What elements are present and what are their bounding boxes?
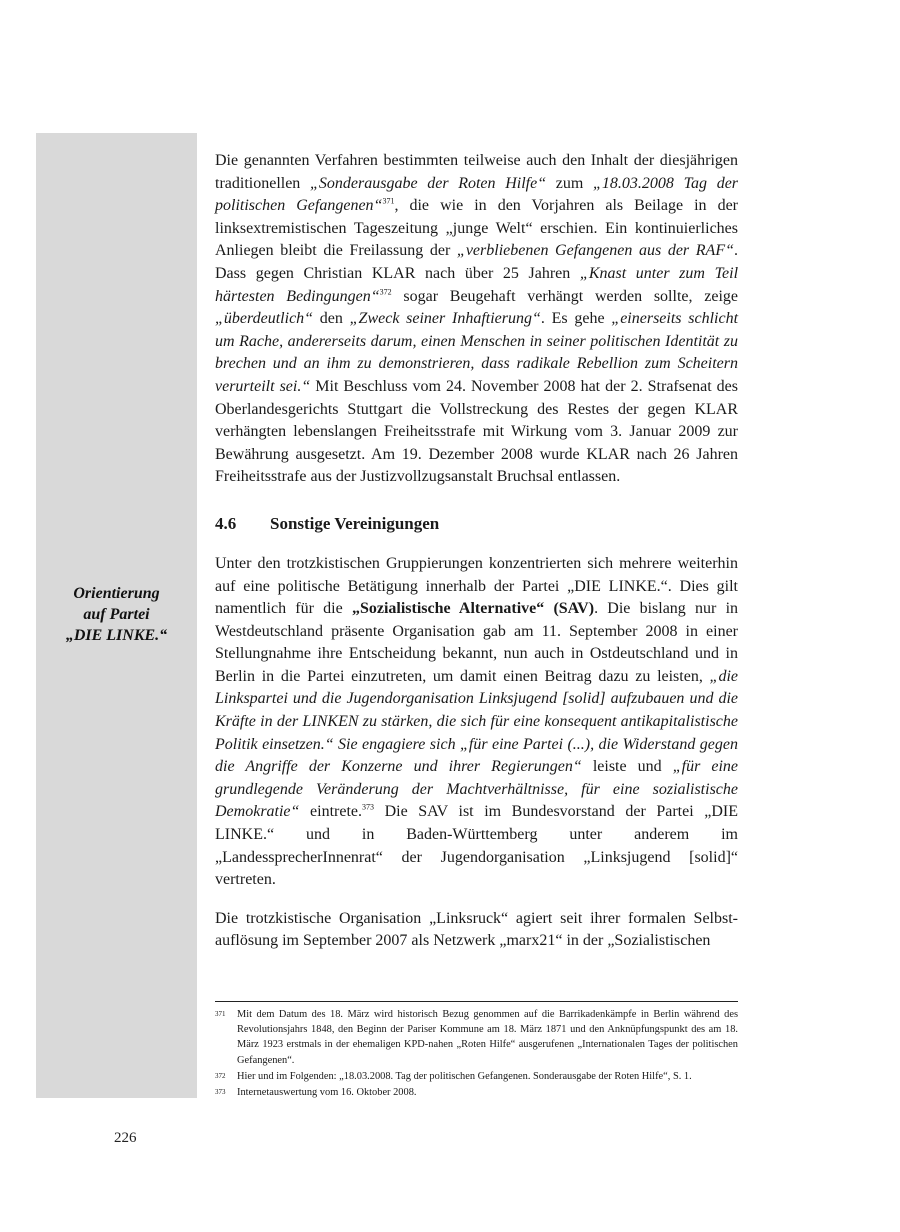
footnote-ref: 373	[362, 803, 374, 813]
margin-note	[36, 583, 197, 646]
text-run: . Dass gegen Christian KLAR nach über 25 Jahren	[215, 242, 738, 282]
section-number: 4.6	[215, 513, 237, 533]
text-run: leiste und	[581, 758, 673, 776]
footnote-number: 371	[215, 1010, 226, 1018]
text-run: Mit Beschluss vom 24. November 2008 hat der 2. Strafsenat des Oberlandesgerichts Stuttgart die Vollstreckung des Restes der gegen KLAR verhängten lebenslangen Freiheitsstrafe mit Wirkung vom 3. Januar 2009 zur Bewährung ausgesetzt. Am 19. Dezember 2008 wurde KLAR nach 26 Jahren Freiheitsstrafe aus der Justizvollzugsanstalt Bruchsal entlassen.	[215, 377, 738, 486]
footnote-item	[215, 1007, 738, 1068]
text-run: eintrete.	[299, 803, 362, 821]
margin-note-line: Orientierung	[73, 585, 160, 602]
margin-note-line: „DIE LINKE.“	[65, 627, 168, 644]
text-run: zum	[546, 174, 594, 192]
bold-term: „Sozialistische Alternative“ (SAV)	[351, 600, 595, 618]
italic-quote: „Zweck seiner Inhaftierung“	[349, 310, 541, 328]
text-run: den	[313, 310, 350, 328]
italic-quote: „überdeutlich“	[215, 310, 314, 328]
footnote-text: Mit dem Datum des 18. März wird historisch Bezug genommen auf die Barrikadenkämpfe in Berlin während des Revolutionsjahrs 1848, den Beginn der Pariser Kommune am 18. März 1871 und den Anknüpfungspunkt des am 18. März 1923 erstmals in der ehemaligen KPD-nahen „Roten Hilfe“ ausgerufenen „Internationalen Tages der politischen Gefangenen“.	[237, 1009, 738, 1066]
text-run: Unter den trotzkistischen Gruppierungen konzentrierten sich mehrere weiterhin auf eine politische Betätigung innerhalb der Partei „DIE LINKE.“. Dies gilt namentlich für die	[215, 554, 738, 618]
text-run: sogar Beugehaft verhängt werden sollte, zeige	[391, 287, 738, 305]
footnote-number: 372	[215, 1071, 226, 1080]
section-heading	[215, 513, 738, 535]
paragraph-sav	[215, 553, 738, 892]
footnote-ref: 372	[379, 287, 392, 297]
margin-note-line: auf Partei	[83, 606, 150, 623]
text-run: Die genannten Verfahren bestimmten teilweise auch den Inhalt der diesjährigen traditionellen	[215, 152, 738, 192]
italic-quote: „einerseits schlicht um Rache, andererseits darum, einen Menschen in seiner politischen Identität zu brechen und an ihm zu demonstrieren, dass radikale Rebellion zum Scheitern verurteilt sei.“	[215, 310, 739, 395]
footnote-item	[215, 1069, 738, 1084]
footnote-ref: 371	[382, 196, 395, 206]
text-run: Die trotzkistische Organisation „Linksruck“ agiert seit ihrer formalen Selbstauflösung im September 2007 als Netzwerk „marx21“ in der „Sozialistischen	[215, 909, 738, 950]
italic-quote: „die Linkspartei und die Jugendorganisation Linksjugend [solid] aufzubauen und die Kräfte in der LINKEN zu stärken, die sich für eine konsequent antikapitalistische Politik einsetzen.“ Sie engagiere sich „für eine Partei (...), die Widerstand gegen die Angriffe der Konzerne und ihrer Regierungen“	[215, 667, 738, 776]
page-number: 226	[114, 1130, 137, 1146]
text-run: , die wie in den Vorjahren als Beilage in der linksextremistischen Tageszeitung „junge Welt“ erschien. Ein kontinuierliches Anliegen bleibt die Freilassung der	[215, 197, 738, 260]
footnote-number: 373	[215, 1088, 226, 1097]
paragraph-linksruck	[215, 908, 738, 953]
italic-quote: „verbliebenen Gefangenen aus der RAF“	[456, 242, 734, 260]
italic-quote: „für eine grundlegende Veränderung der Machtverhältnisse, für eine sozialistische Demokratie“	[215, 758, 739, 821]
italic-quote: „18.03.2008 Tag der politischen Gefangenen“	[215, 174, 739, 215]
section-title: Sonstige Vereinigungen	[270, 513, 440, 533]
footnote-item	[215, 1085, 738, 1100]
text-run: Die SAV ist im Bundesvorstand der Partei „DIE LINKE.“ und in Baden-Württemberg unter anderem im „LandessprecherInnenrat“ der Jugendorganisation „Linksjugend [solid]“ vertreten.	[215, 803, 739, 889]
text-run: . Es gehe	[540, 310, 612, 328]
italic-quote: „Knast unter zum Teil härtesten Bedingungen“	[215, 264, 739, 305]
italic-quote: „Sonderausgabe der Roten Hilfe“	[309, 174, 547, 192]
paragraph-raf-prisoners	[215, 150, 738, 489]
text-run: . Die bislang nur in Westdeutschland präsente Organisation gab am 11. September 2008 in einer Stellungnahme ihre Entscheidung bekannt, nun auch in Ostdeutschland und in Berlin in die Partei einzutreten, um damit einen Beitrag dazu zu leisten,	[215, 600, 739, 685]
footnote-text: Hier und im Folgenden: „18.03.2008. Tag der politischen Gefangenen. Sonderausgabe der Roten Hilfe“, S. 1.	[237, 1070, 692, 1082]
footnote-text: Internetauswertung vom 16. Oktober 2008.	[237, 1087, 417, 1099]
main-content	[215, 150, 738, 953]
footnotes	[215, 1001, 738, 1101]
